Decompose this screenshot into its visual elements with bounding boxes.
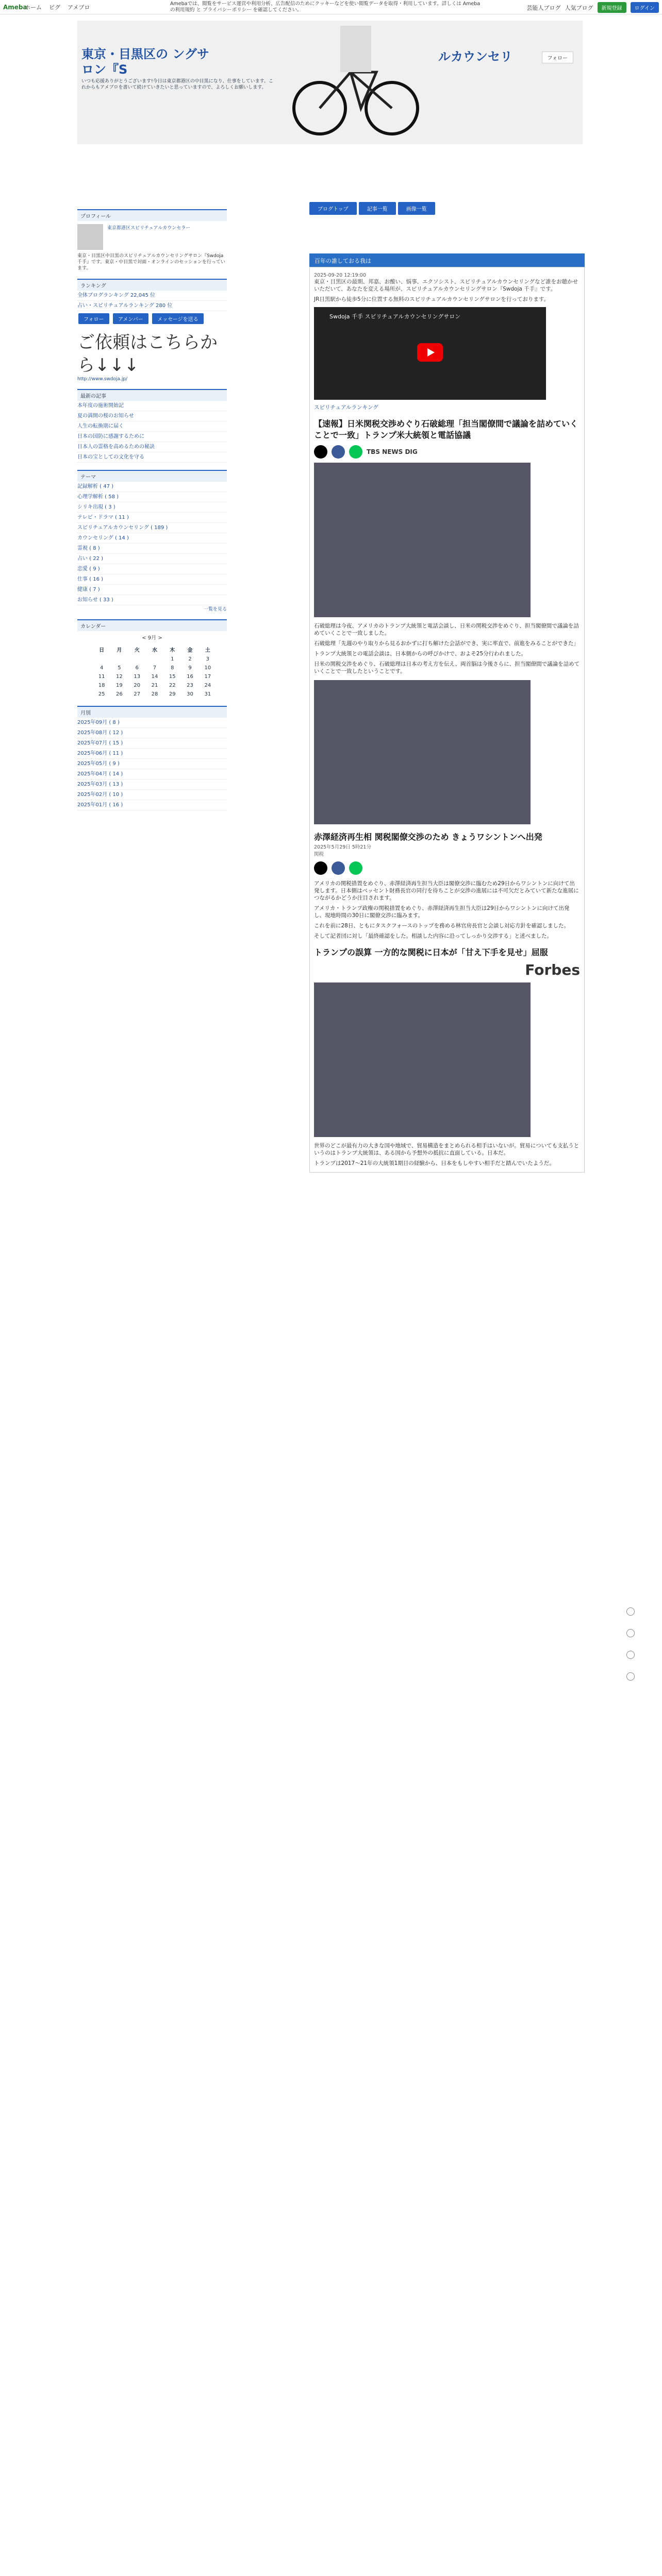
- sidebar: [77, 202, 227, 810]
- calendar-weekday: 土: [205, 648, 210, 653]
- calendar: [93, 644, 217, 699]
- ranking-link[interactable]: スピリチュアルランキング: [314, 404, 378, 411]
- calendar-day[interactable]: 10: [204, 665, 211, 671]
- calendar-day[interactable]: 28: [151, 691, 158, 697]
- news1-paragraph: 日米の関税交渉をめぐり、石破総理は日本の考え方を伝え、両首脳は今後さらに、担当閣僚間で議論を詰めていくことで一致したということです。: [314, 661, 580, 674]
- calendar-day[interactable]: 6: [135, 665, 139, 671]
- news3-body: [314, 1142, 580, 1167]
- popular-blog-link[interactable]: 人気ブログ: [565, 4, 593, 11]
- calendar-weekday: 月: [117, 648, 122, 653]
- calendar-day[interactable]: 5: [118, 665, 121, 671]
- article-intro: 東京・目黒区の最期、邦嘉、お酸い、悩事、エクソシスト、スピリチュアルカウンセリングなど誰をお聴かせいただいて、あなたを変える場所が、スピリチュアルカウンセリングサロン『Swdoja 千手』です。: [314, 279, 578, 292]
- latest-section-title: 最新の記事: [77, 389, 227, 401]
- news3-photo: [314, 982, 531, 1137]
- line-share-icon[interactable]: [349, 861, 362, 875]
- news3-paragraph: 世界のどこが最有力の大きな国や地域で、貿易構造をまとめられる相手はいないが。貿易についても支払うというのはトランプ大統領は、ある国から予想外の抵抗に直面している。日本だ。: [314, 1143, 580, 1156]
- blog-tabs: [309, 202, 435, 215]
- calendar-weekday: 水: [152, 648, 157, 653]
- news2-title: 赤澤経済再生相 関税閣僚交渉のため きょうワシントンへ出発: [314, 832, 542, 842]
- article-date: 2025-09-20 12:19:00: [314, 273, 366, 278]
- news3-title: トランプの誤算 一方的な関税に日本が「甘え下手を見せ」屈服: [314, 947, 548, 957]
- calendar-day[interactable]: 13: [134, 674, 141, 680]
- archive-item[interactable]: 2025年05月 ( 9 ): [77, 759, 227, 769]
- news3-paragraph: トランプは2017〜21年の大統領1期目の経験から、日本をもしやすい相手だと踏んでいたようだ。: [314, 1160, 555, 1166]
- calendar-weekday: 火: [134, 648, 140, 653]
- news1-photo: [314, 463, 531, 617]
- signup-button[interactable]: 新規登録: [598, 2, 626, 13]
- theme-more-link[interactable]: 一覧を見る: [203, 607, 227, 612]
- latest-item[interactable]: 日本人の霊格を高めるための秘訣: [77, 442, 227, 452]
- ranking-item[interactable]: 占い・スピリチュアルランキング 280 位: [77, 301, 227, 311]
- article: [309, 267, 585, 1173]
- archive-section-title: 月別: [77, 706, 227, 718]
- calendar-month[interactable]: < 9月 >: [142, 635, 162, 641]
- archive-item[interactable]: 2025年09月 ( 8 ): [77, 718, 227, 728]
- top-navigation-bar: [0, 0, 662, 14]
- theme-item[interactable]: 記録解析 ( 47 ): [77, 482, 227, 492]
- celebrity-blog-link[interactable]: 芸能人ブログ: [526, 4, 561, 11]
- news1-paragraph: 石破総理「先週のやり取りから見るおかずに打ち解けた会話ができ、実に率直で、前進をみることができた」: [314, 640, 579, 647]
- topbar-right: [527, 2, 659, 13]
- message-button[interactable]: メッセージを送る: [152, 313, 203, 324]
- calendar-day[interactable]: [146, 655, 163, 664]
- share-bar: [314, 445, 580, 459]
- profile-name[interactable]: 東京都港区スピリチュアルカウンセラー: [107, 226, 191, 231]
- calendar-day[interactable]: [128, 655, 146, 664]
- floating-share-icons: [626, 1607, 635, 1681]
- news1-body: [314, 622, 580, 675]
- tab-blog-top[interactable]: ブログトップ: [309, 202, 357, 215]
- theme-item[interactable]: 霊視 ( 8 ): [77, 544, 227, 554]
- calendar-day[interactable]: 19: [116, 683, 123, 688]
- theme-item[interactable]: テレビ・ドラマ ( 11 ): [77, 513, 227, 523]
- article-intro-2: JR目黒駅から徒歩5分に位置する無料のスピリチュアルカウンセリングサロンを行っております。: [314, 296, 550, 302]
- nav-pigg[interactable]: ピグ: [49, 4, 60, 11]
- archive-item[interactable]: 2025年02月 ( 10 ): [77, 790, 227, 800]
- comment-icon[interactable]: [626, 1629, 635, 1637]
- calendar-day[interactable]: 2: [188, 656, 192, 662]
- calendar-day[interactable]: 21: [151, 683, 158, 688]
- forbes-logo: Forbes: [525, 961, 580, 978]
- top-nav: [25, 3, 90, 11]
- news2-date: 2025年5月29日 5時21分: [314, 844, 371, 850]
- news1-paragraph: トランプ大統領との電話会談は、日本側からの呼びかけで、およそ25分行われました。: [314, 651, 527, 657]
- theme-item[interactable]: お知らせ ( 33 ): [77, 595, 227, 605]
- archive-item[interactable]: 2025年06月 ( 11 ): [77, 749, 227, 759]
- news2-paragraph: そして記者団に対し「最終確認をした。相談した内容に沿ってしっかり交渉する」と述べました。: [314, 933, 552, 939]
- news2-photo: [314, 680, 531, 824]
- request-link[interactable]: http://www.swdoja.jp/: [77, 377, 128, 382]
- article-header[interactable]: 百年の誰しておる我は: [309, 253, 585, 267]
- calendar-day[interactable]: [110, 655, 128, 664]
- profile-section-title: プロフィール: [77, 209, 227, 221]
- latest-item[interactable]: 日本の宝としての文化を守る: [77, 452, 227, 463]
- ranking-section-title: ランキング: [77, 279, 227, 291]
- theme-item[interactable]: 占い ( 22 ): [77, 554, 227, 564]
- line-share-icon[interactable]: [349, 445, 362, 459]
- theme-item[interactable]: 健康 ( 7 ): [77, 585, 227, 595]
- news1-source: TBS NEWS DIG: [367, 448, 418, 455]
- archive-item[interactable]: 2025年08月 ( 12 ): [77, 728, 227, 738]
- profile-text: 東京・目黒区中目黒のスピリチュアルカウンセリングサロン『Swdoja 千手』です。東京・中目黒で対面・オンラインのセッションを行っています。: [77, 253, 225, 271]
- calendar-day[interactable]: 7: [153, 665, 157, 671]
- calendar-weekday: 木: [170, 648, 175, 653]
- archive-item[interactable]: 2025年07月 ( 15 ): [77, 738, 227, 749]
- follow-button[interactable]: フォロー: [542, 52, 574, 63]
- cookie-notice: Amebaでは、閲覧をサービス運営や利用分析、広告配信のためにクッキーなどを使い閲覧データを取得・利用しています。詳しくは Amebaの利用規約 と プライバシーポリシー を確認してください。: [170, 1, 481, 13]
- calendar-weekday: 日: [99, 648, 105, 653]
- news2-tag[interactable]: 関税: [314, 852, 324, 857]
- calendar-day[interactable]: 11: [98, 674, 105, 680]
- calendar-day[interactable]: 31: [204, 691, 211, 697]
- archive-list: [77, 718, 227, 810]
- archive-item[interactable]: 2025年03月 ( 13 ): [77, 779, 227, 790]
- sidebar-follow-button[interactable]: フォロー: [78, 313, 109, 324]
- calendar-section-title: カレンダー: [77, 619, 227, 631]
- bicycle-illustration: [289, 21, 423, 144]
- latest-item[interactable]: 人生の転換期に届く: [77, 421, 227, 432]
- more-icon[interactable]: [626, 1672, 635, 1681]
- blog-title-continued: ルカウンセリ: [438, 49, 512, 64]
- theme-list: [77, 482, 227, 605]
- latest-list: [77, 401, 227, 463]
- latest-item[interactable]: 本年度の施術開始記: [77, 401, 227, 411]
- news1-paragraph: 石破総理は今夜、アメリカのトランプ大統領と電話会談し、日米の関税交渉をめぐり、担当閣僚間で議論を詰めていくことで一致しました。: [314, 623, 579, 636]
- youtube-embed[interactable]: [314, 307, 546, 400]
- ranking-item[interactable]: 全体ブログランキング 22,045 位: [77, 291, 227, 301]
- blog-header: [77, 21, 583, 144]
- latest-item[interactable]: 日本の国防に感謝するために: [77, 432, 227, 442]
- video-title: Swdoja 千手 スピリチュアルカウンセリングサロン: [329, 313, 461, 320]
- latest-item[interactable]: 夏の満開の桜のお知らせ: [77, 411, 227, 421]
- amember-button[interactable]: アメンバー: [113, 313, 148, 324]
- ranking-list: [77, 291, 227, 311]
- play-icon[interactable]: [417, 343, 443, 362]
- theme-item[interactable]: 仕事 ( 16 ): [77, 574, 227, 585]
- archive-item[interactable]: 2025年01月 ( 16 ): [77, 800, 227, 810]
- calendar-day[interactable]: 4: [100, 665, 104, 671]
- calendar-day[interactable]: 1: [171, 656, 174, 662]
- news2-body: [314, 880, 580, 940]
- login-button[interactable]: ログイン: [631, 2, 659, 13]
- nav-home[interactable]: ホーム: [25, 4, 42, 11]
- calendar-day[interactable]: 3: [206, 656, 210, 662]
- theme-item[interactable]: 恋愛 ( 9 ): [77, 564, 227, 574]
- calendar-day[interactable]: 14: [151, 674, 158, 680]
- calendar-day[interactable]: 18: [98, 683, 105, 688]
- calendar-day[interactable]: 12: [116, 674, 123, 680]
- share-icon[interactable]: [626, 1651, 635, 1659]
- theme-item[interactable]: カウンセリング ( 14 ): [77, 533, 227, 544]
- tab-image-list[interactable]: 画像一覧: [398, 202, 435, 215]
- calendar-day[interactable]: 20: [134, 683, 141, 688]
- calendar-day[interactable]: 24: [204, 683, 211, 688]
- ameba-logo[interactable]: Ameba: [3, 3, 27, 11]
- profile-block: [77, 224, 227, 250]
- nav-ameblo[interactable]: アメブロ: [68, 4, 90, 11]
- calendar-day[interactable]: 26: [116, 691, 123, 697]
- calendar-day[interactable]: 8: [171, 665, 174, 671]
- facebook-share-icon[interactable]: [332, 861, 345, 875]
- calendar-day[interactable]: 15: [169, 674, 176, 680]
- x-share-icon[interactable]: [314, 445, 327, 459]
- calendar-day[interactable]: 25: [98, 691, 105, 697]
- share-bar: [314, 861, 580, 875]
- x-share-icon[interactable]: [314, 861, 327, 875]
- calendar-day[interactable]: 30: [187, 691, 193, 697]
- news2-paragraph: アメリカ・トランプ政権の関税措置をめぐり、赤澤経済再生担当大臣は29日からワシントンに向けて出発し、現地時間の30日に閣僚交渉に臨みます。: [314, 905, 570, 919]
- news1-title: 【速報】日米関税交渉めぐり石破総理「担当閣僚間で議論を詰めていくことで一致」トランプ米大統領と電話協議: [314, 419, 578, 440]
- calendar-day[interactable]: 16: [187, 674, 193, 680]
- theme-item[interactable]: シリキ出現 ( 3 ): [77, 502, 227, 513]
- theme-item[interactable]: スピリチュアルカウンセリング ( 189 ): [77, 523, 227, 533]
- calendar-day[interactable]: [93, 655, 110, 664]
- news2-paragraph: アメリカの関税措置をめぐり、赤澤経済再生担当大臣は閣僚交渉に臨むため29日からワシントンに向けて出発します。日本側はベッセント財務長官の同行を待ちことが交渉の進展には不可欠だとみていて新たな進展につながるかどうか注目されます。: [314, 880, 579, 901]
- avatar[interactable]: [77, 224, 103, 250]
- archive-item[interactable]: 2025年04月 ( 14 ): [77, 769, 227, 779]
- facebook-share-icon[interactable]: [332, 445, 345, 459]
- calendar-day[interactable]: 9: [188, 665, 192, 671]
- calendar-day[interactable]: 17: [204, 674, 211, 680]
- blog-title[interactable]: 東京・目黒区の ングサロン『S: [81, 47, 209, 77]
- calendar-day[interactable]: 22: [169, 683, 176, 688]
- tab-entry-list[interactable]: 記事一覧: [359, 202, 396, 215]
- calendar-day[interactable]: 27: [134, 691, 141, 697]
- calendar-day[interactable]: 23: [187, 683, 193, 688]
- request-heading: ご依頼はこちらから↓↓↓: [77, 332, 218, 376]
- blog-description: いつも応援ありがとうございます!今日は東京都港区の中目黒になり、仕事をしています。これからもアメブロを書いて続けていきたいと思っていますので、よろしくお願いします。: [81, 79, 273, 90]
- theme-section-title: テーマ: [77, 470, 227, 482]
- news2-paragraph: これを前に28日、ともにタスクフォースのトップを務める林官房長官と会談し対応方針を確認しました。: [314, 923, 569, 929]
- like-icon[interactable]: [626, 1607, 635, 1616]
- theme-item[interactable]: 心理学解析 ( 58 ): [77, 492, 227, 502]
- calendar-weekday: 金: [187, 648, 193, 653]
- calendar-day[interactable]: 29: [169, 691, 176, 697]
